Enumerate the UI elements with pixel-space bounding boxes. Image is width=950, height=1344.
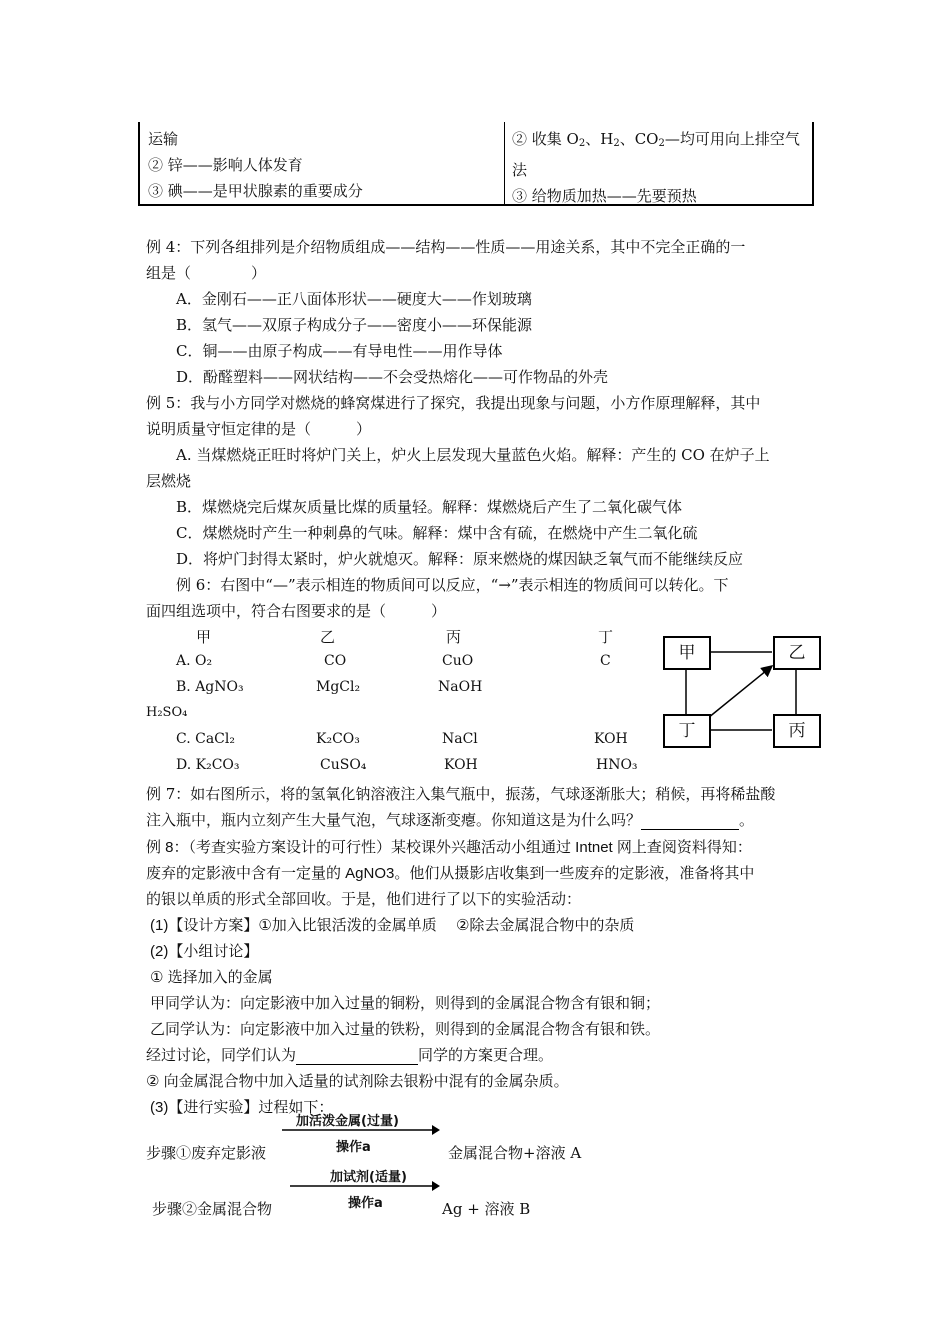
step1-right: 金属混合物+溶液 A <box>448 1144 582 1162</box>
ex7-answer-blank[interactable] <box>641 811 739 830</box>
ex4-option-d: D．酚醛塑料——网状结构——不会受热熔化——可作物品的外壳 <box>176 368 609 386</box>
ex5-option-a-line2: 层燃烧 <box>146 472 192 490</box>
step2-arrow-bottom-label: 操作a <box>348 1196 383 1211</box>
ex8-design-plan: (1)【设计方案】①加入比银活泼的金属单质 ②除去金属混合物中的杂质 <box>150 917 635 934</box>
ex6-row-a-jia: A. O₂ <box>176 653 213 669</box>
ex6-row-a-ding: C <box>600 653 611 669</box>
ex6-row-c-yi: K₂CO₃ <box>316 731 360 747</box>
table-left-line-2: ② 锌——影响人体发育 <box>148 156 303 174</box>
arrow-ding-to-yi <box>708 666 772 718</box>
ex8-experiment: (3)【进行实验】过程如下： <box>150 1099 334 1116</box>
ex8-line2: 废弃的定影液中含有一定量的 AgNO3。他们从摄影店收集到一些废弃的定影液，准备将其中 <box>146 865 755 882</box>
ex5-question-line2: 说明质量守恒定律的是（ ） <box>146 420 372 438</box>
step1-arrow-top-label: 加活泼金属(过量) <box>296 1114 399 1129</box>
ex8-choose-metal: ① 选择加入的金属 <box>150 969 273 986</box>
ex5-option-d: D．将炉门封得太紧时，炉火就熄灭。解释：原来燃烧的煤因缺乏氧气而不能继续反应 <box>176 550 744 568</box>
ex6-row-c-jia: C. CaCl₂ <box>176 731 235 747</box>
step2-arrow-top-label: 加试剂(适量) <box>330 1170 407 1185</box>
step1-left: 步骤①废弃定影液 <box>146 1144 267 1162</box>
table-left-line-1: 运输 <box>148 130 179 148</box>
ex7-question-line2: 注入瓶中，瓶内立刻产生大量气泡，气球逐渐变瘪。你知道这是为什么吗？ 。 <box>146 811 755 829</box>
ex4-option-a: A．金刚石——正八面体形状——硬度大——作划玻璃 <box>176 290 532 308</box>
ex6-row-b-ding: H₂SO₄ <box>146 705 188 720</box>
ex8-student-yi: 乙同学认为：向定影液中加入过量的铁粉，则得到的金属混合物含有银和铁。 <box>150 1021 661 1038</box>
step1-arrow-bottom-label: 操作a <box>336 1140 371 1155</box>
ex6-row-b-jia: B. AgNO₃ <box>176 679 244 695</box>
ex6-header-jia: 甲 <box>196 628 212 646</box>
ex8-line1: 例 8：（考查实验方案设计的可行性）某校课外兴趣活动小组通过 Intnet 网上查阅资料得知： <box>146 839 752 856</box>
diagram-box-bing: 丙 <box>773 714 821 748</box>
ex6-row-c-ding: KOH <box>594 731 628 747</box>
ex8-group-discussion: (2)【小组讨论】 <box>150 943 259 960</box>
ex6-header-ding: 丁 <box>598 628 614 646</box>
diagram-box-yi: 乙 <box>773 636 821 670</box>
ex7-question-line1: 例 7：如右图所示，将的氢氧化钠溶液注入集气瓶中，振荡，气球逐渐胀大；稍候，再将稀盐酸 <box>146 785 776 803</box>
ex6-row-d-jia: D. K₂CO₃ <box>176 757 240 773</box>
diagram-box-ding: 丁 <box>663 714 711 748</box>
ex8-remove-impurity: ② 向金属混合物中加入适量的试剂除去银粉中混有的金属杂质。 <box>146 1073 569 1090</box>
table-right-line-3: ③ 给物质加热——先要预热 <box>512 187 697 205</box>
table-left-line-3: ③ 碘——是甲状腺素的重要成分 <box>148 182 363 200</box>
ex8-line3: 的银以单质的形式全部回收。于是，他们进行了以下的实验活动： <box>146 891 582 908</box>
ex6-row-a-bing: CuO <box>442 653 474 669</box>
ex6-header-bing: 丙 <box>446 628 462 646</box>
ex6-row-d-yi: CuSO₄ <box>320 757 367 773</box>
step1-arrow <box>282 1124 442 1136</box>
ex4-option-b: B．氢气——双原子构成分子——密度小——环保能源 <box>176 316 533 334</box>
ex6-question-line2: 面四组选项中，符合右图要求的是（ ） <box>146 602 447 620</box>
table-right-cell <box>512 126 800 209</box>
ex6-row-a-yi: CO <box>324 653 347 669</box>
table-right-line-2: 法 <box>512 161 528 179</box>
ex8-answer-blank[interactable] <box>296 1047 418 1065</box>
step2-left: 步骤②金属混合物 <box>152 1200 273 1218</box>
ex5-option-b: B．煤燃烧完后煤灰质量比煤的质量轻。解释：煤燃烧后产生了二氧化碳气体 <box>176 498 683 516</box>
ex6-row-d-bing: KOH <box>444 757 478 773</box>
table-left-cell <box>148 126 363 204</box>
step2-arrow <box>290 1180 450 1192</box>
ex5-question-line1: 例 5：我与小方同学对燃烧的蜂窝煤进行了探究，我提出现象与问题，小方作原理解释，其中 <box>146 394 761 412</box>
ex6-row-b-yi: MgCl₂ <box>316 679 361 695</box>
ex6-question-line1: 例 6：右图中“—”表示相连的物质间可以反应，“→”表示相连的物质间可以转化。下 <box>176 576 729 594</box>
ex8-conclusion: 经过讨论，同学们认为 同学的方案更合理。 <box>146 1047 554 1064</box>
ex6-row-c-bing: NaCl <box>442 731 478 747</box>
ex8-student-jia: 甲同学认为：向定影液中加入过量的铜粉，则得到的金属混合物含有银和铜； <box>150 995 661 1012</box>
top-table <box>138 122 814 206</box>
ex4-question-line1: 例 4：下列各组排列是介绍物质组成——结构——性质——用途关系，其中不完全正确的一 <box>146 238 746 256</box>
table-divider <box>504 122 505 204</box>
table-right-line-1: ② 收集 $O_2$、$H_2$、$CO_2—$均可用向上排空气 <box>512 130 800 149</box>
ex5-option-c: C．煤燃烧时产生一种刺鼻的气味。解释：煤中含有硫，在燃烧中产生二氧化硫 <box>176 524 698 542</box>
ex6-header-yi: 乙 <box>320 628 336 646</box>
ex6-row-d-ding: HNO₃ <box>596 757 638 773</box>
step2-right: Ag + 溶液 B <box>442 1200 531 1218</box>
ex4-question-line2: 组是（ ） <box>146 264 267 282</box>
diagram-box-jia: 甲 <box>663 636 711 670</box>
ex4-option-c: C．铜——由原子构成——有导电性——用作导体 <box>176 342 503 360</box>
ex5-option-a-line1: A. 当煤燃烧正旺时将炉门关上，炉火上层发现大量蓝色火焰。解释：产生的 CO 在炉子上 <box>176 446 770 464</box>
ex6-row-b-bing: NaOH <box>438 679 483 695</box>
